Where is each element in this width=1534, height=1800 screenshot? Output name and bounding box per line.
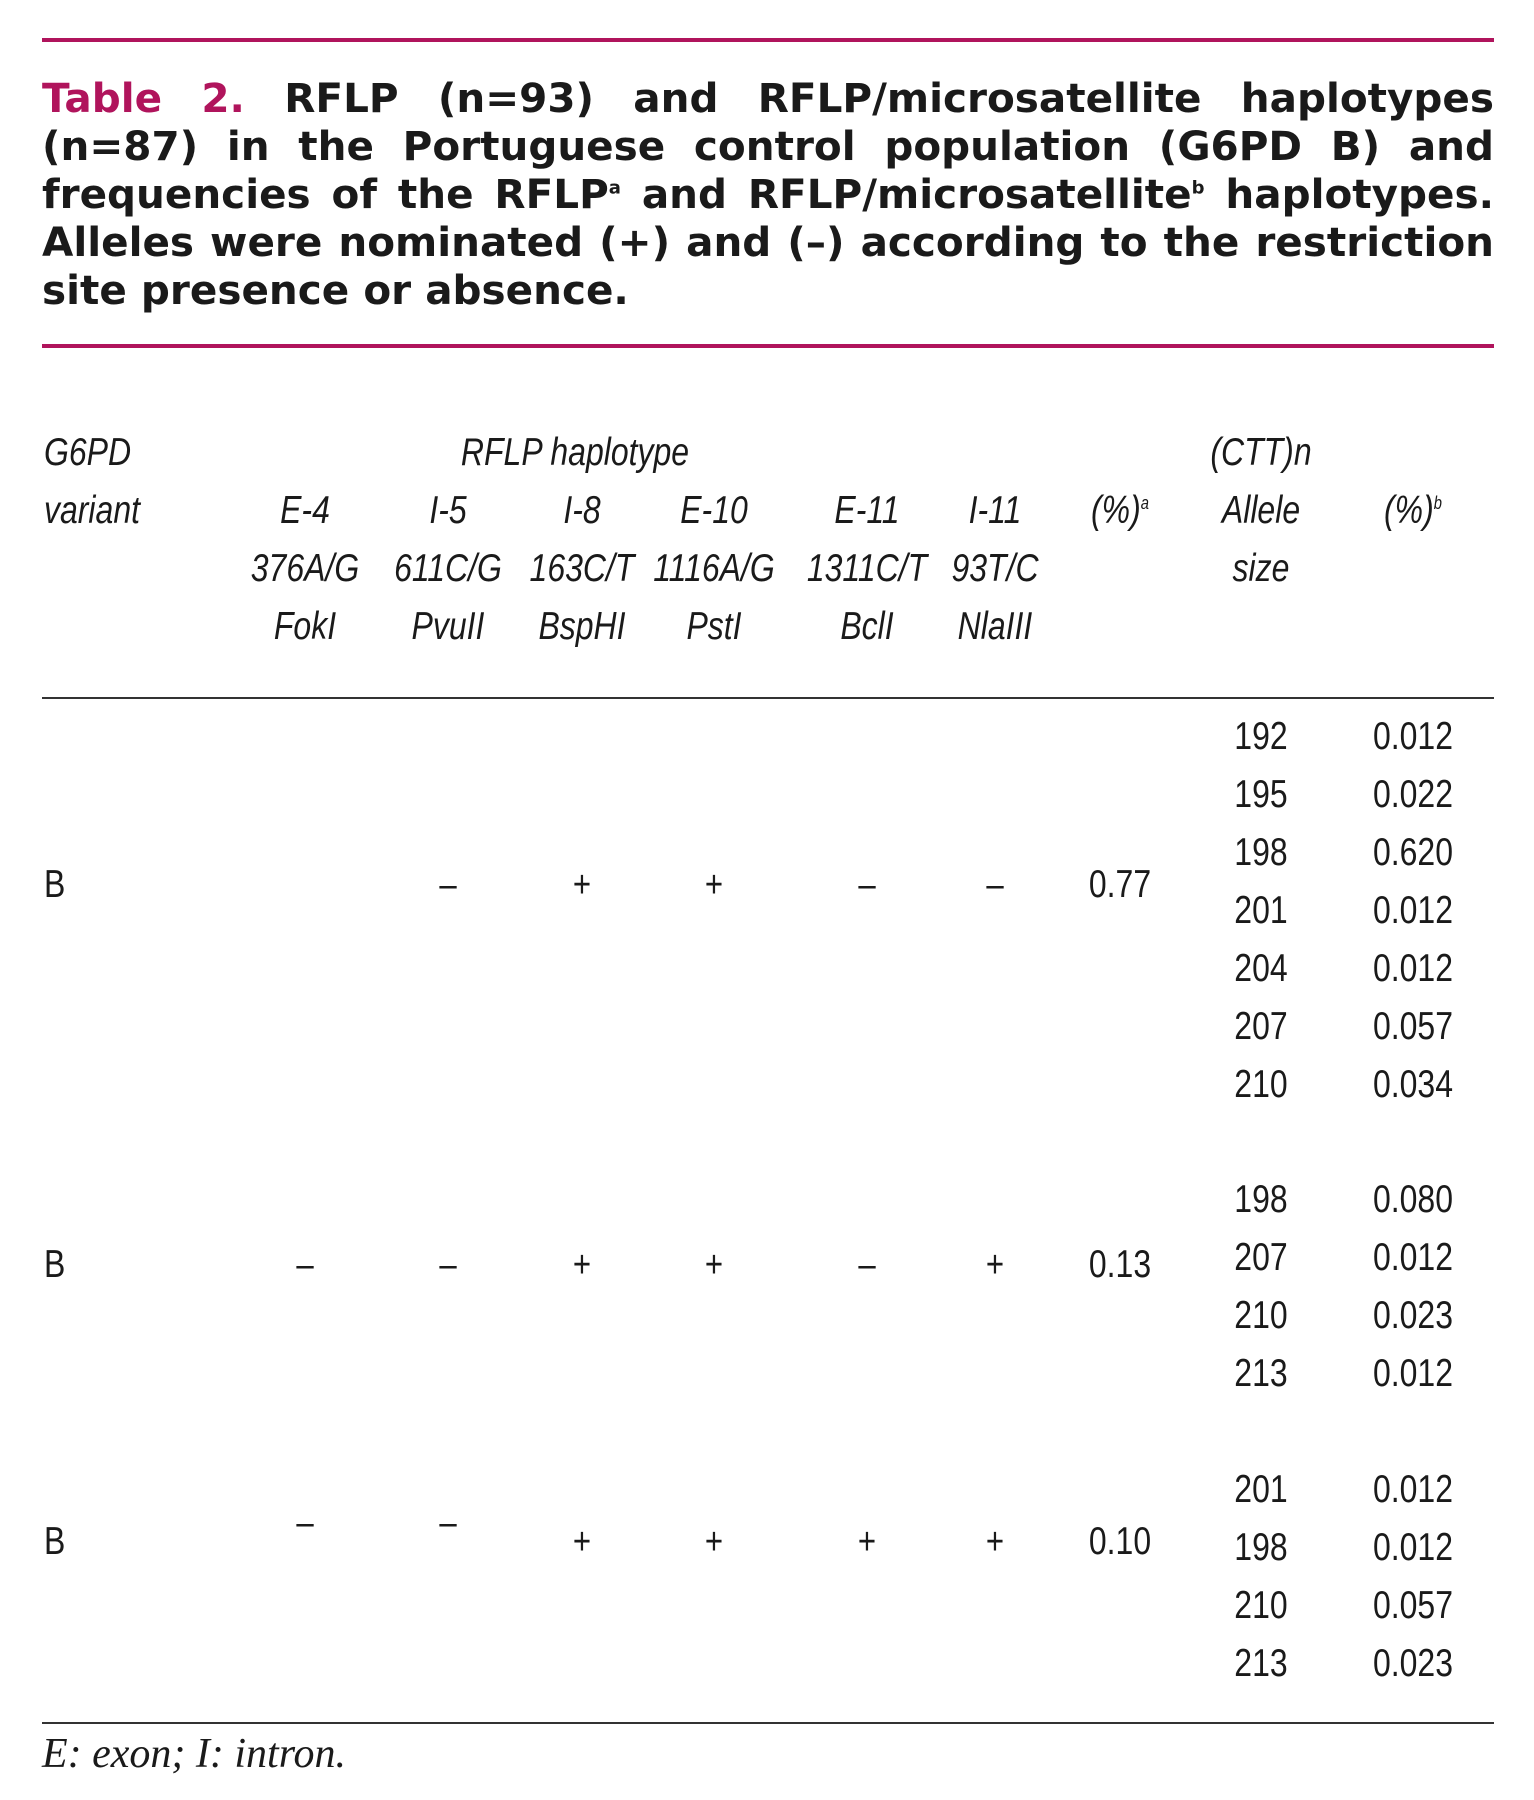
header-pct-a-text: (%)	[1091, 489, 1141, 532]
table-bottom-rule	[42, 1722, 1494, 1724]
micro-allele-size: 198	[1234, 831, 1288, 874]
header-site-enzyme: NlaIII	[957, 605, 1033, 648]
row-allele: +	[985, 1244, 1005, 1286]
header-site-enzyme: PvuII	[411, 605, 485, 648]
row-allele: –	[296, 1244, 314, 1286]
micro-allele-size: 201	[1234, 889, 1288, 932]
header-site-enzyme: PstI	[686, 605, 742, 648]
caption-bottom-rule	[42, 344, 1494, 348]
table-footnote: E: exon; I: intron.	[42, 1731, 347, 1777]
caption-text-2: and RFLP/microsatellite	[620, 170, 1192, 218]
row-allele: –	[858, 864, 876, 906]
caption-text-3: haplotypes. Alleles were nominated (+) and (–) according to the restriction site presence or absence.	[42, 170, 1494, 314]
header-pct-a	[1071, 482, 1169, 540]
header-variant-line1: G6PD	[44, 431, 132, 474]
row-allele: –	[439, 864, 457, 906]
micro-allele-size: 210	[1234, 1063, 1288, 1106]
micro-allele-frequency: 0.057	[1372, 1584, 1454, 1627]
micro-allele-frequency: 0.012	[1372, 889, 1454, 932]
header-site-enzyme: BclI	[840, 605, 894, 648]
micro-allele-frequency: 0.057	[1372, 1005, 1454, 1048]
micro-allele-frequency: 0.012	[1372, 1352, 1454, 1395]
micro-allele-size: 198	[1234, 1526, 1288, 1569]
header-site-enzyme: BspHI	[538, 605, 626, 648]
row-allele: +	[857, 1521, 877, 1563]
header-rflp-group: RFLP haplotype	[460, 431, 690, 474]
header-site-region: E-10	[680, 489, 748, 532]
micro-allele-frequency: 0.034	[1372, 1063, 1454, 1106]
header-ctt-line1: (CTT)n	[1210, 431, 1312, 474]
caption-text-1: RFLP (n=93) and RFLP/microsatellite haplotypes (n=87) in the Portuguese control population (G6PD B) and frequencies of the RFLP	[42, 74, 1494, 218]
table-caption	[42, 74, 1494, 314]
row-allele: +	[572, 864, 592, 906]
row-variant: B	[44, 1243, 66, 1286]
caption-label: Table 2.	[42, 74, 245, 122]
header-site-region: I-5	[429, 489, 467, 532]
header-pct-b	[1364, 482, 1462, 540]
micro-allele-frequency: 0.023	[1372, 1294, 1454, 1337]
micro-allele-frequency: 0.023	[1372, 1642, 1454, 1685]
header-site-mutation: 163C/T	[529, 547, 635, 590]
row-allele: –	[986, 864, 1004, 906]
micro-allele-frequency: 0.012	[1372, 1526, 1454, 1569]
header-site-mutation: 93T/C	[951, 547, 1039, 590]
row-allele: –	[439, 1502, 457, 1544]
header-site-mutation: 1116A/G	[653, 547, 775, 590]
micro-allele-size: 201	[1234, 1468, 1288, 1511]
header-variant-line2: variant	[44, 489, 140, 532]
header-ctt-line3: size	[1232, 547, 1290, 590]
header-pct-b-sup: b	[1433, 493, 1442, 513]
header-site-mutation: 1311C/T	[806, 547, 928, 590]
micro-allele-size: 192	[1234, 715, 1288, 758]
header-site-mutation: 376A/G	[250, 547, 360, 590]
header-site-region: I-11	[968, 489, 1022, 532]
micro-allele-frequency: 0.012	[1372, 947, 1454, 990]
header-pct-b-text: (%)	[1384, 489, 1434, 532]
micro-allele-frequency: 0.012	[1372, 1236, 1454, 1279]
header-site-enzyme: FokI	[273, 605, 337, 648]
row-allele: +	[572, 1521, 592, 1563]
header-site-region: E-11	[834, 489, 900, 532]
caption-top-rule	[42, 38, 1494, 42]
row-allele: –	[296, 1502, 314, 1544]
row-allele: +	[704, 864, 724, 906]
micro-allele-size: 204	[1234, 947, 1288, 990]
micro-allele-size: 198	[1234, 1178, 1288, 1221]
micro-allele-frequency: 0.012	[1372, 715, 1454, 758]
header-rule	[42, 697, 1494, 699]
row-haplotype-frequency: 0.10	[1088, 1520, 1152, 1563]
header-site-region: I-8	[563, 489, 601, 532]
micro-allele-frequency: 0.012	[1372, 1468, 1454, 1511]
header-ctt-line2: Allele	[1221, 489, 1301, 532]
micro-allele-size: 207	[1234, 1236, 1288, 1279]
row-allele: +	[985, 1521, 1005, 1563]
caption-sup-a: a	[608, 177, 621, 199]
row-allele: +	[704, 1244, 724, 1286]
row-haplotype-frequency: 0.13	[1088, 1243, 1152, 1286]
header-site-mutation: 611C/G	[394, 547, 502, 590]
micro-allele-frequency: 0.080	[1372, 1178, 1454, 1221]
header-pct-a-sup: a	[1140, 493, 1149, 513]
header-site-region: E-4	[280, 489, 330, 532]
caption-sup-b: b	[1191, 177, 1205, 199]
micro-allele-frequency: 0.620	[1372, 831, 1454, 874]
micro-allele-frequency: 0.022	[1372, 773, 1454, 816]
row-haplotype-frequency: 0.77	[1088, 863, 1152, 906]
micro-allele-size: 213	[1234, 1352, 1288, 1395]
micro-allele-size: 210	[1234, 1584, 1288, 1627]
row-variant: B	[44, 1520, 66, 1563]
micro-allele-size: 210	[1234, 1294, 1288, 1337]
row-allele: –	[858, 1244, 876, 1286]
micro-allele-size: 195	[1234, 773, 1288, 816]
row-allele: +	[572, 1244, 592, 1286]
micro-allele-size: 213	[1234, 1642, 1288, 1685]
micro-allele-size: 207	[1234, 1005, 1288, 1048]
row-variant: B	[44, 863, 66, 906]
row-allele: –	[439, 1244, 457, 1286]
row-allele: +	[704, 1521, 724, 1563]
